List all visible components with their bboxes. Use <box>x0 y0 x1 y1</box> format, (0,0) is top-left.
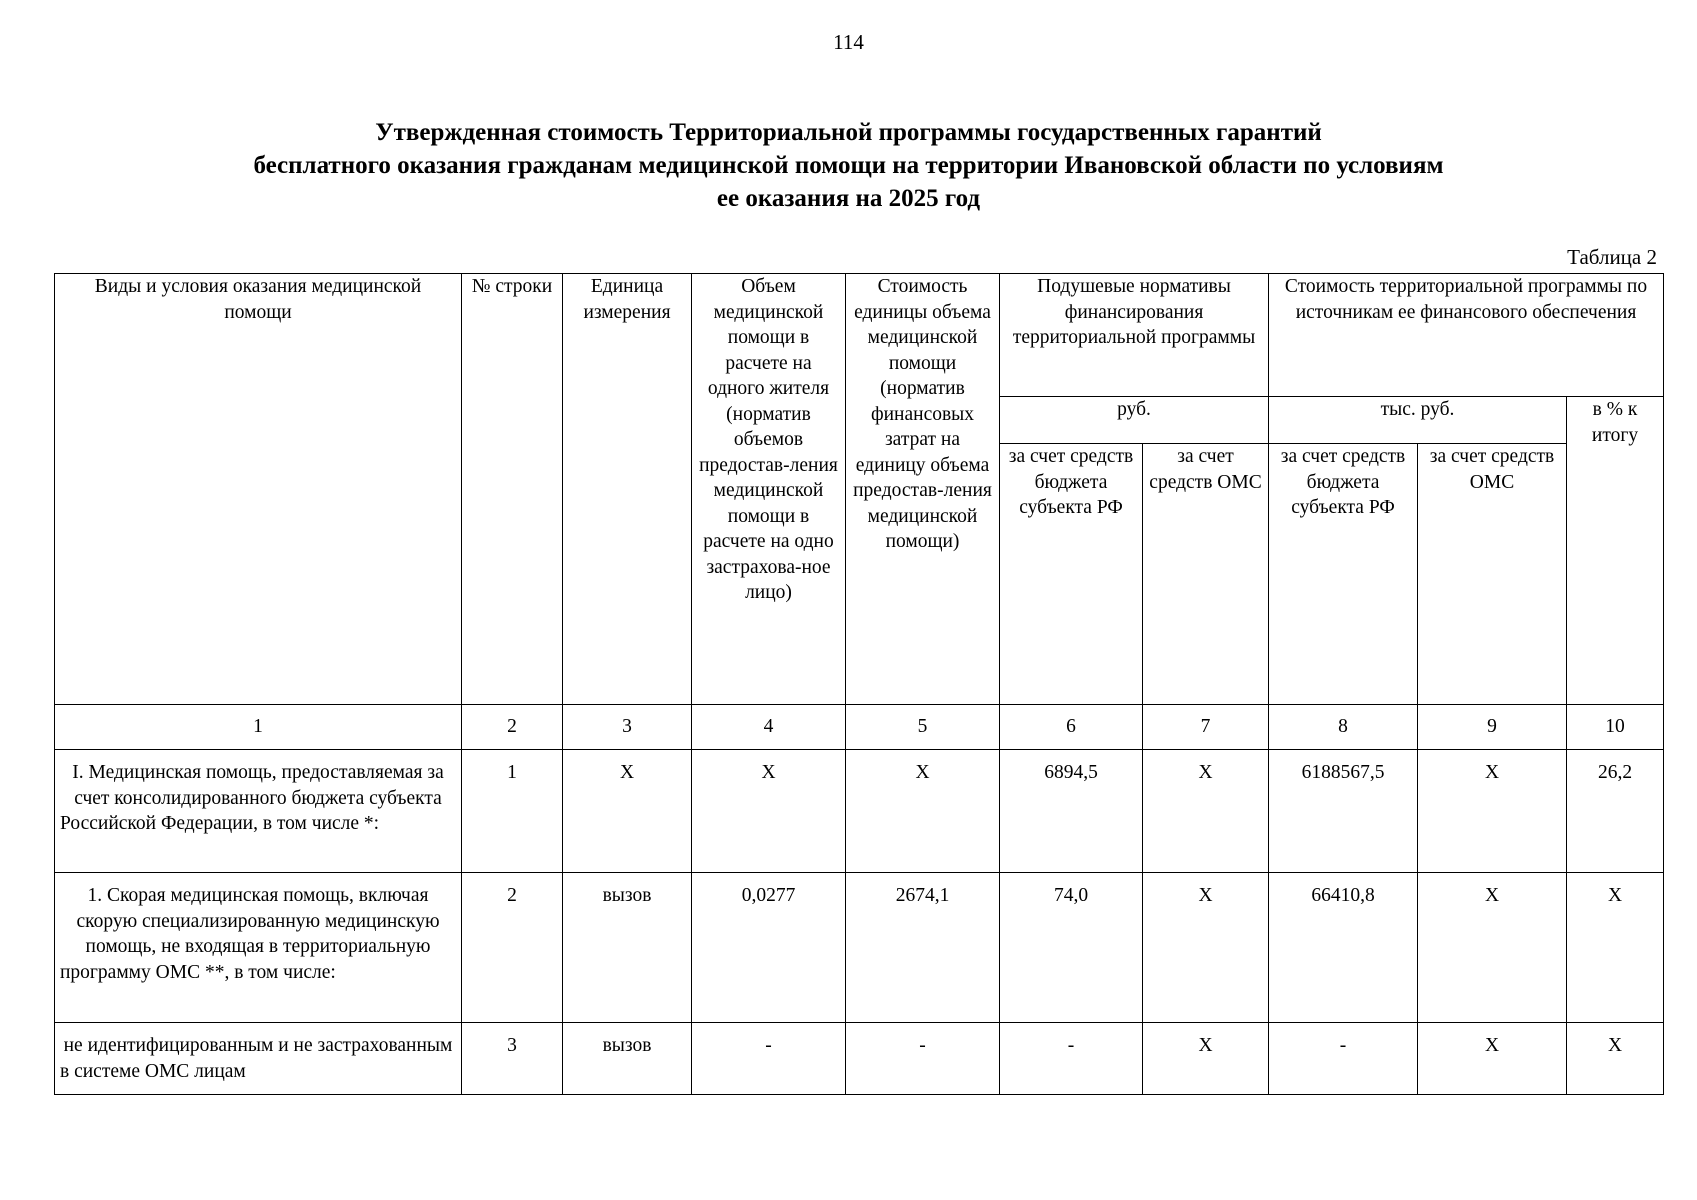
header-volume: Объем медицинской помощи в расчете на одного жителя (норматив объемов предостав-ления медицинской помощи в расчете на одно застрахова-ное лицо) <box>692 274 846 705</box>
row-cost-budget: 6188567,5 <box>1269 750 1418 873</box>
header-row-number: № строки <box>462 274 563 705</box>
row-unit: вызов <box>563 873 692 1023</box>
row-per-capita-budget: - <box>1000 1023 1143 1095</box>
title-line-3: ее оказания на 2025 год <box>716 185 981 212</box>
header-row <box>55 274 1664 397</box>
column-number: 5 <box>846 705 1000 750</box>
row-per-capita-oms: X <box>1143 1023 1269 1095</box>
table-row <box>55 750 1664 873</box>
column-number: 10 <box>1567 705 1664 750</box>
column-number: 9 <box>1418 705 1567 750</box>
row-volume: 0,0277 <box>692 873 846 1023</box>
header-per-capita-budget: за счет средств бюджета субъекта РФ <box>1000 444 1143 705</box>
header-cost-oms: за счет средств ОМС <box>1418 444 1567 705</box>
row-per-capita-budget: 74,0 <box>1000 873 1143 1023</box>
row-volume: - <box>692 1023 846 1095</box>
header-unit-rub: руб. <box>1000 397 1269 444</box>
header-services: Виды и условия оказания медицинской помощи <box>55 274 462 705</box>
row-percent: 26,2 <box>1567 750 1664 873</box>
row-name: I. Медицинская помощь, предоставляемая за счет консолидированного бюджета субъекта Российской Федерации, в том числе *: <box>55 750 462 873</box>
title-line-1: Утвержденная стоимость Территориальной программы государственных гарантий <box>375 119 1322 146</box>
row-number: 3 <box>462 1023 563 1095</box>
header-cost-budget: за счет средств бюджета субъекта РФ <box>1269 444 1418 705</box>
table-row <box>55 873 1664 1023</box>
header-per-capita-group: Подушевые нормативы финансирования территориальной программы <box>1000 274 1269 397</box>
row-name: не идентифицированным и не застрахованным в системе ОМС лицам <box>55 1023 462 1095</box>
column-number: 6 <box>1000 705 1143 750</box>
header-program-cost-group: Стоимость территориальной программы по источникам ее финансового обеспечения <box>1269 274 1664 397</box>
column-numbers-row <box>55 705 1664 750</box>
column-number: 7 <box>1143 705 1269 750</box>
row-percent: X <box>1567 873 1664 1023</box>
row-cost-oms: X <box>1418 1023 1567 1095</box>
row-cost-oms: X <box>1418 750 1567 873</box>
column-number: 8 <box>1269 705 1418 750</box>
document-title <box>100 116 1597 215</box>
row-unit: вызов <box>563 1023 692 1095</box>
cost-table <box>54 273 1664 1095</box>
row-unit: X <box>563 750 692 873</box>
row-percent: X <box>1567 1023 1664 1095</box>
row-per-capita-oms: X <box>1143 750 1269 873</box>
row-cost-oms: X <box>1418 873 1567 1023</box>
column-number: 2 <box>462 705 563 750</box>
header-per-capita-oms: за счет средств ОМС <box>1143 444 1269 705</box>
table-row <box>55 1023 1664 1095</box>
row-per-capita-budget: 6894,5 <box>1000 750 1143 873</box>
column-number: 4 <box>692 705 846 750</box>
row-cost-budget: - <box>1269 1023 1418 1095</box>
header-unit-thous-rub: тыс. руб. <box>1269 397 1567 444</box>
header-unit: Единица измерения <box>563 274 692 705</box>
column-number: 3 <box>563 705 692 750</box>
table-label: Таблица 2 <box>1567 245 1657 269</box>
row-unit-cost: 2674,1 <box>846 873 1000 1023</box>
row-name: 1. Скорая медицинская помощь, включая скорую специализированную медицинскую помощь, не входящая в территориальную программу ОМС **, в том числе: <box>55 873 462 1023</box>
row-volume: X <box>692 750 846 873</box>
row-number: 2 <box>462 873 563 1023</box>
column-number: 1 <box>55 705 462 750</box>
page-number: 114 <box>833 30 864 54</box>
row-unit-cost: X <box>846 750 1000 873</box>
row-per-capita-oms: X <box>1143 873 1269 1023</box>
title-line-2: бесплатного оказания гражданам медицинской помощи на территории Ивановской области по условиям <box>253 152 1444 179</box>
header-unit-cost: Стоимость единицы объема медицинской помощи (норматив финансовых затрат на единицу объема предостав-ления медицинской помощи) <box>846 274 1000 705</box>
header-percent-total: в % к итогу <box>1567 397 1664 705</box>
row-number: 1 <box>462 750 563 873</box>
row-cost-budget: 66410,8 <box>1269 873 1418 1023</box>
row-unit-cost: - <box>846 1023 1000 1095</box>
